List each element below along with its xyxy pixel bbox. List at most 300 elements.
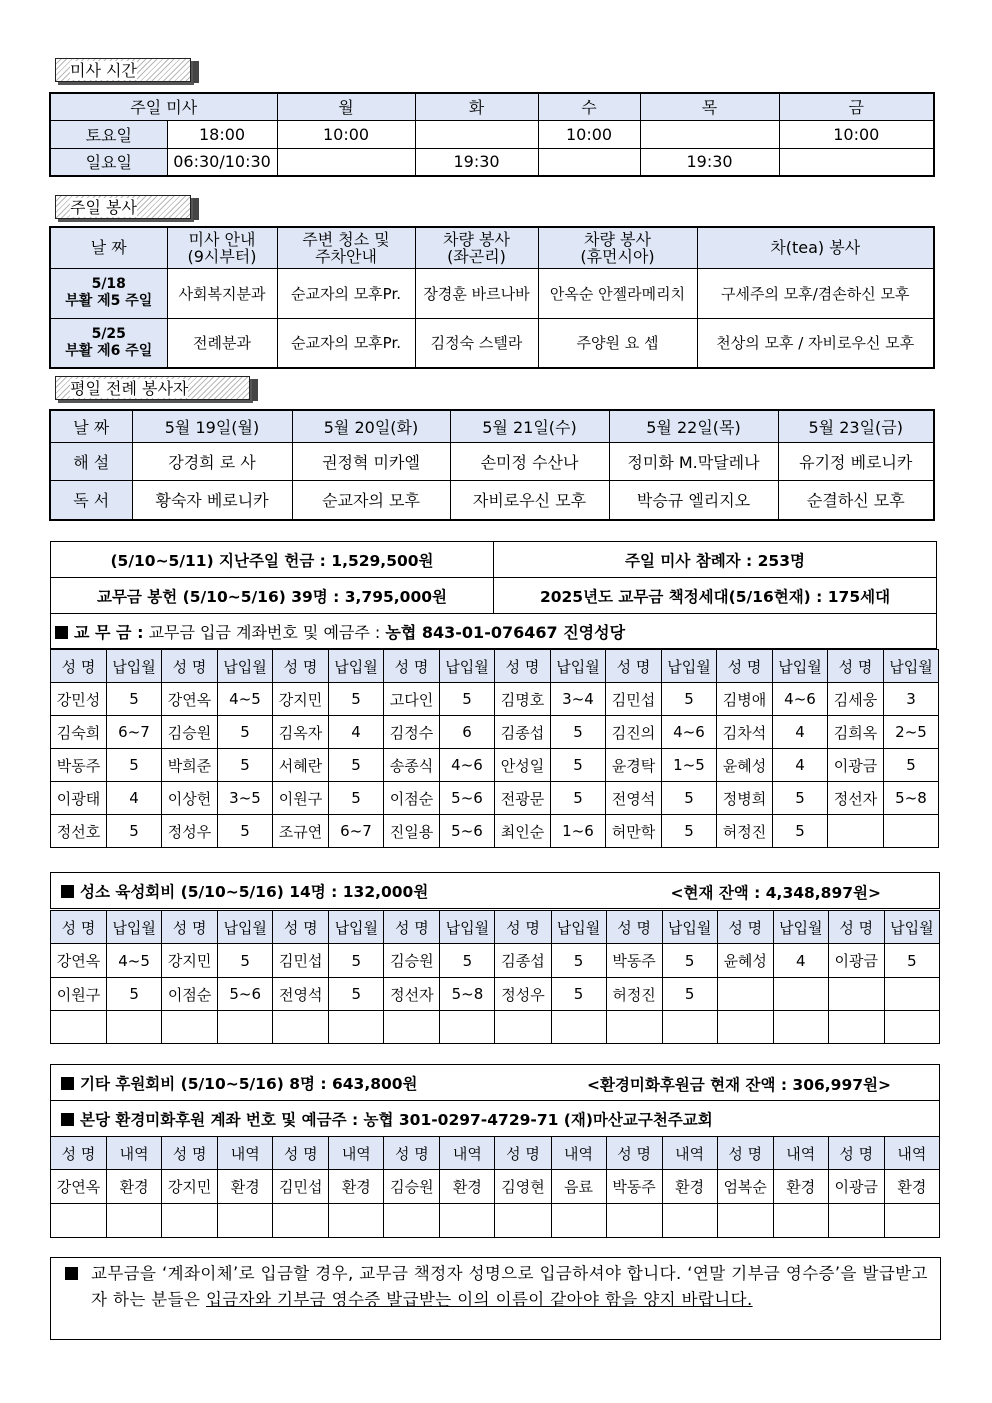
column-header-name: 성 명 (384, 650, 440, 683)
liturgy-header-day: 5월 20일(화) (292, 410, 450, 442)
column-header-value: 납입월 (884, 650, 939, 683)
liturgy-cell: 황숙자 베로니카 (132, 480, 292, 520)
member-name: 박동주 (606, 944, 662, 978)
column-header-name: 성 명 (717, 650, 773, 683)
member-value (773, 1011, 828, 1044)
member-name: 정선호 (51, 815, 107, 848)
liturgy-cell: 자비로우신 모후 (450, 480, 609, 520)
support-grid (50, 1136, 940, 1238)
member-value (440, 1204, 495, 1238)
member-name: 윤혜성 (717, 944, 773, 978)
member-value: 5 (551, 782, 606, 815)
column-header-value: 납입월 (218, 911, 273, 944)
member-name: 김민섭 (273, 1170, 329, 1204)
mass-cell: 10:00 (538, 120, 640, 148)
mass-header-fri: 금 (779, 93, 934, 120)
member-value: 4 (773, 716, 828, 749)
column-header-name: 성 명 (51, 1137, 107, 1170)
member-value (107, 1011, 162, 1044)
member-name: 김영현 (495, 1170, 551, 1204)
member-name: 김병애 (717, 683, 773, 716)
member-value: 5 (773, 782, 828, 815)
column-header-value: 납입월 (329, 911, 384, 944)
column-header-value: 납입월 (107, 911, 162, 944)
column-header-value: 내역 (773, 1137, 828, 1170)
member-value: 5 (107, 978, 162, 1011)
column-header-value: 납입월 (440, 911, 495, 944)
member-name: 이원구 (51, 978, 107, 1011)
column-header-name: 성 명 (717, 1137, 773, 1170)
member-value: 5 (329, 978, 384, 1011)
bullet-square-icon (61, 885, 74, 898)
member-value: 5 (329, 749, 384, 782)
member-value (218, 1011, 273, 1044)
member-name (717, 978, 773, 1011)
column-header-name: 성 명 (162, 1137, 218, 1170)
column-header-value: 내역 (107, 1137, 162, 1170)
column-header-value: 납입월 (773, 911, 828, 944)
member-value: 5 (218, 716, 273, 749)
member-name: 진일용 (384, 815, 440, 848)
dues-offering: 교무금 봉헌 (5/10~5/16) 39명 : 3,795,000원 (51, 578, 494, 614)
mass-header-mon: 월 (277, 93, 415, 120)
member-name: 전광문 (495, 782, 551, 815)
member-name (828, 978, 884, 1011)
member-value: 환경 (107, 1170, 162, 1204)
member-value: 5 (218, 749, 273, 782)
member-name (273, 1011, 329, 1044)
column-header-name: 성 명 (606, 650, 662, 683)
table-row (51, 683, 939, 716)
service-cell: 순교자의 모후Pr. (277, 268, 415, 318)
column-header-value: 내역 (329, 1137, 384, 1170)
column-header-value: 납입월 (773, 650, 828, 683)
member-name (162, 1204, 218, 1238)
mass-row-label: 일요일 (50, 148, 167, 176)
service-date: 5/25 부활 제6 주일 (50, 318, 167, 368)
member-name: 이광금 (828, 1170, 884, 1204)
member-name (495, 1204, 551, 1238)
member-value: 5 (662, 815, 717, 848)
seminary-header-table (50, 872, 940, 909)
mass-row-label: 토요일 (50, 120, 167, 148)
member-value (884, 978, 939, 1011)
member-value: 4~5 (107, 944, 162, 978)
member-value: 환경 (440, 1170, 495, 1204)
member-value: 5 (218, 944, 273, 978)
seminary-balance: <현재 잔액 : 4,348,897원> (670, 884, 881, 902)
liturgy-header-day: 5월 19일(월) (132, 410, 292, 442)
dues-households: 2025년도 교무금 책정세대(5/16현재) : 175세대 (494, 578, 937, 614)
member-value (662, 1011, 717, 1044)
member-value: 5 (107, 749, 162, 782)
member-name (717, 1204, 773, 1238)
bullet-square-icon (61, 1113, 74, 1126)
column-header-name: 성 명 (828, 911, 884, 944)
member-value: 5 (329, 782, 384, 815)
mass-header-thu: 목 (640, 93, 779, 120)
member-name: 허정진 (606, 978, 662, 1011)
member-name: 정성우 (495, 978, 551, 1011)
mass-header-sunday: 주일 미사 (50, 93, 277, 120)
service-cell: 안옥순 안젤라메리치 (538, 268, 697, 318)
liturgy-cell: 강경희 로 사 (132, 442, 292, 480)
member-name: 이상헌 (162, 782, 218, 815)
bullet-square-icon (55, 626, 68, 639)
service-header-tea: 차(tea) 봉사 (697, 227, 934, 268)
mass-header-wed: 수 (538, 93, 640, 120)
column-header-name: 성 명 (273, 1137, 329, 1170)
member-value: 3~5 (218, 782, 273, 815)
member-name: 김차석 (717, 716, 773, 749)
member-value (551, 1204, 606, 1238)
mass-cell (415, 120, 538, 148)
member-value: 4 (773, 944, 828, 978)
service-header-cleaning: 주변 청소 및 주차안내 (277, 227, 415, 268)
column-header-name: 성 명 (606, 911, 662, 944)
column-header-name: 성 명 (717, 911, 773, 944)
table-row (51, 716, 939, 749)
mass-cell: 10:00 (779, 120, 934, 148)
column-header-name: 성 명 (828, 650, 884, 683)
weekday-liturgy-title: 평일 전례 봉사자 (55, 376, 250, 400)
column-header-name: 성 명 (495, 650, 551, 683)
member-name: 강지민 (162, 944, 218, 978)
member-name: 허만학 (606, 815, 662, 848)
column-header-value: 내역 (218, 1137, 273, 1170)
member-name: 김희옥 (828, 716, 884, 749)
member-name: 전영석 (273, 978, 329, 1011)
other-support-header: 기타 후원회비 (5/10~5/16) 8명 : 643,800원 <환경미화후원금 현재 잔액 : 306,997원> (51, 1065, 940, 1101)
column-header-value: 내역 (884, 1137, 939, 1170)
member-name: 이광금 (828, 749, 884, 782)
column-header-value: 납입월 (440, 650, 495, 683)
table-row (51, 749, 939, 782)
member-name: 김민섭 (273, 944, 329, 978)
service-header-car-1: 차량 봉사 (좌곤리) (415, 227, 538, 268)
member-name: 서혜란 (273, 749, 329, 782)
member-value (329, 1011, 384, 1044)
service-cell: 천상의 모후 / 자비로우신 모후 (697, 318, 934, 368)
column-header-name: 성 명 (273, 911, 329, 944)
table-row (51, 1011, 940, 1044)
column-header-value: 내역 (440, 1137, 495, 1170)
member-value: 음료 (551, 1170, 606, 1204)
member-name: 김승원 (384, 1170, 440, 1204)
member-value (773, 978, 828, 1011)
member-name: 박동주 (606, 1170, 662, 1204)
member-value: 환경 (329, 1170, 384, 1204)
mass-cell: 18:00 (167, 120, 277, 148)
member-value: 6~7 (329, 815, 384, 848)
column-header-name: 성 명 (495, 1137, 551, 1170)
service-header-date: 날 짜 (50, 227, 167, 268)
member-value (884, 815, 939, 848)
liturgy-cell: 박승규 엘리지오 (609, 480, 778, 520)
column-header-name: 성 명 (273, 650, 329, 683)
seminary-grid (50, 910, 940, 1044)
member-value (329, 1204, 384, 1238)
liturgy-row-label: 독 서 (50, 480, 132, 520)
member-name: 이점순 (162, 978, 218, 1011)
member-value: 4~6 (773, 683, 828, 716)
seminary-header: 성소 육성회비 (5/10~5/16) 14명 : 132,000원 <현재 잔액 : 4,348,897원> (51, 873, 940, 909)
member-name: 정성우 (162, 815, 218, 848)
member-name: 김숙희 (51, 716, 107, 749)
mass-cell: 06:30/10:30 (167, 148, 277, 176)
member-name: 전영석 (606, 782, 662, 815)
column-header-name: 성 명 (51, 650, 107, 683)
member-value: 5 (440, 683, 495, 716)
liturgy-header-day: 5월 21일(수) (450, 410, 609, 442)
member-value: 환경 (218, 1170, 273, 1204)
sunday-service-table (49, 226, 935, 369)
member-name: 이광금 (828, 944, 884, 978)
mass-cell: 10:00 (277, 120, 415, 148)
member-name (717, 1011, 773, 1044)
member-value: 5 (218, 815, 273, 848)
liturgy-header-day: 5월 23일(금) (778, 410, 934, 442)
table-row (51, 978, 940, 1011)
last-week-offering: (5/10~5/11) 지난주일 헌금 : 1,529,500원 (51, 542, 494, 578)
member-name: 김명호 (495, 683, 551, 716)
member-value: 5 (551, 716, 606, 749)
column-header-value: 납입월 (218, 650, 273, 683)
service-cell: 전례분과 (167, 318, 277, 368)
member-name (162, 1011, 218, 1044)
mass-cell: 19:30 (415, 148, 538, 176)
member-name: 이원구 (273, 782, 329, 815)
member-name (51, 1011, 107, 1044)
member-value: 3 (884, 683, 939, 716)
column-header-name: 성 명 (384, 911, 440, 944)
member-value: 4 (773, 749, 828, 782)
member-value: 1~5 (662, 749, 717, 782)
service-header-car-2: 차량 봉사 (휴먼시아) (538, 227, 697, 268)
column-header-value: 납입월 (329, 650, 384, 683)
liturgy-cell: 손미정 수산나 (450, 442, 609, 480)
member-name: 안성일 (495, 749, 551, 782)
liturgy-header-date: 날 짜 (50, 410, 132, 442)
member-name: 정병희 (717, 782, 773, 815)
column-header-value: 납입월 (551, 650, 606, 683)
member-value: 5 (662, 978, 717, 1011)
member-value (551, 1011, 606, 1044)
member-value: 5 (329, 944, 384, 978)
member-name: 강지민 (273, 683, 329, 716)
member-name (606, 1204, 662, 1238)
member-name: 윤혜성 (717, 749, 773, 782)
member-name: 윤경탁 (606, 749, 662, 782)
sunday-service-title: 주일 봉사 (55, 195, 191, 219)
member-name: 김진의 (606, 716, 662, 749)
member-value: 5 (107, 683, 162, 716)
table-row (51, 944, 940, 978)
member-name: 허정진 (717, 815, 773, 848)
member-name: 최인순 (495, 815, 551, 848)
member-name: 정선자 (828, 782, 884, 815)
member-value: 1~6 (551, 815, 606, 848)
member-value: 5 (662, 683, 717, 716)
liturgy-cell: 정미화 M.막달레나 (609, 442, 778, 480)
member-name (384, 1204, 440, 1238)
member-value (884, 1204, 939, 1238)
service-header-mass-guide: 미사 안내 (9시부터) (167, 227, 277, 268)
mass-cell (640, 120, 779, 148)
column-header-name: 성 명 (495, 911, 551, 944)
sunday-attendance: 주일 미사 참례자 : 253명 (494, 542, 937, 578)
member-value: 6~7 (107, 716, 162, 749)
member-name: 김종섭 (495, 716, 551, 749)
environment-account-row: 본당 환경미화후원 계좌 번호 및 예금주 : 농협 301-0297-4729-71 (재)마산교구천주교회 (51, 1101, 940, 1137)
column-header-value: 납입월 (107, 650, 162, 683)
liturgy-row-label: 해 설 (50, 442, 132, 480)
member-name: 박동주 (51, 749, 107, 782)
member-value: 5 (440, 944, 495, 978)
member-value: 4~5 (218, 683, 273, 716)
member-name: 김정수 (384, 716, 440, 749)
bullet-square-icon (61, 1077, 74, 1090)
notice-underlined-text: 입금자와 기부금 영수증 발급받는 이의 이름이 같아야 함을 양지 바랍니다. (205, 1290, 753, 1309)
member-value: 5 (551, 978, 606, 1011)
member-value (773, 1204, 828, 1238)
liturgy-cell: 순교자의 모후 (292, 480, 450, 520)
member-value: 5 (662, 782, 717, 815)
member-value: 4~6 (440, 749, 495, 782)
member-name: 이점순 (384, 782, 440, 815)
mass-time-title: 미사 시간 (55, 58, 191, 82)
member-name: 엄복순 (717, 1170, 773, 1204)
member-value: 5 (662, 944, 717, 978)
member-value: 4~6 (662, 716, 717, 749)
member-value: 5 (551, 944, 606, 978)
bullet-square-icon (65, 1267, 78, 1280)
member-name: 송종식 (384, 749, 440, 782)
notice-text: 교무금을 ‘계좌이체’로 입금할 경우, 교무금 책정자 성명으로 입금하셔야 합니다. ‘연말 기부금 영수증’을 발급받고자 하는 분들은 (91, 1264, 928, 1309)
member-name: 강민성 (51, 683, 107, 716)
member-value (662, 1204, 717, 1238)
liturgy-cell: 유기정 베로니카 (778, 442, 934, 480)
dues-grid (50, 649, 939, 848)
notice-box (50, 1257, 941, 1340)
member-name: 강지민 (162, 1170, 218, 1204)
member-name: 김옥자 (273, 716, 329, 749)
member-value: 5 (329, 683, 384, 716)
service-cell: 사회복지분과 (167, 268, 277, 318)
offering-summary-table (50, 541, 937, 649)
liturgy-cell: 권정혁 미카엘 (292, 442, 450, 480)
member-name (273, 1204, 329, 1238)
member-name (495, 1011, 551, 1044)
member-value: 환경 (884, 1170, 939, 1204)
member-value: 5~6 (218, 978, 273, 1011)
member-value: 환경 (773, 1170, 828, 1204)
column-header-name: 성 명 (384, 1137, 440, 1170)
member-value: 5 (773, 815, 828, 848)
mass-cell (538, 148, 640, 176)
member-name (384, 1011, 440, 1044)
member-name (828, 1011, 884, 1044)
member-name: 김세웅 (828, 683, 884, 716)
table-row (51, 782, 939, 815)
member-name: 강연옥 (162, 683, 218, 716)
member-value: 환경 (662, 1170, 717, 1204)
member-name (51, 1204, 107, 1238)
member-value: 5 (884, 944, 939, 978)
member-value: 5 (884, 749, 939, 782)
member-name: 김승원 (384, 944, 440, 978)
member-value (884, 1011, 939, 1044)
dues-account-row: 교 무 금 : 교무금 입금 계좌번호 및 예금주 : 농협 843-01-076467 진영성당 (51, 614, 937, 649)
table-row (51, 1170, 940, 1204)
member-name: 김승원 (162, 716, 218, 749)
member-value: 5~8 (884, 782, 939, 815)
member-name (828, 1204, 884, 1238)
member-name: 박희준 (162, 749, 218, 782)
weekday-liturgy-table (49, 409, 935, 521)
column-header-value: 내역 (662, 1137, 717, 1170)
member-name: 정선자 (384, 978, 440, 1011)
column-header-value: 내역 (551, 1137, 606, 1170)
column-header-name: 성 명 (828, 1137, 884, 1170)
mass-cell (277, 148, 415, 176)
service-cell: 장경훈 바르나바 (415, 268, 538, 318)
member-value: 2~5 (884, 716, 939, 749)
service-cell: 구세주의 모후/겸손하신 모후 (697, 268, 934, 318)
column-header-name: 성 명 (162, 650, 218, 683)
liturgy-cell: 순결하신 모후 (778, 480, 934, 520)
column-header-name: 성 명 (162, 911, 218, 944)
other-support-header-table (50, 1064, 940, 1137)
member-name: 김민섭 (606, 683, 662, 716)
member-name: 김종섭 (495, 944, 551, 978)
column-header-value: 납입월 (551, 911, 606, 944)
liturgy-header-day: 5월 22일(목) (609, 410, 778, 442)
member-name: 강연옥 (51, 944, 107, 978)
member-name (828, 815, 884, 848)
mass-cell: 19:30 (640, 148, 779, 176)
member-value: 5~6 (440, 815, 495, 848)
service-cell: 주양원 요 셉 (538, 318, 697, 368)
table-row (51, 815, 939, 848)
member-value: 5 (107, 815, 162, 848)
member-value: 5~6 (440, 782, 495, 815)
service-cell: 순교자의 모후Pr. (277, 318, 415, 368)
member-name: 이광태 (51, 782, 107, 815)
other-support-balance: <환경미화후원금 현재 잔액 : 306,997원> (586, 1076, 891, 1094)
member-value: 6 (440, 716, 495, 749)
mass-cell (779, 148, 934, 176)
member-value: 5 (551, 749, 606, 782)
member-value: 5~8 (440, 978, 495, 1011)
column-header-value: 납입월 (884, 911, 939, 944)
column-header-name: 성 명 (606, 1137, 662, 1170)
member-value: 4 (107, 782, 162, 815)
column-header-name: 성 명 (51, 911, 107, 944)
member-name: 강연옥 (51, 1170, 107, 1204)
member-name: 고다인 (384, 683, 440, 716)
member-name: 조규연 (273, 815, 329, 848)
member-name (606, 1011, 662, 1044)
member-value (440, 1011, 495, 1044)
mass-time-table (49, 92, 935, 177)
member-value (218, 1204, 273, 1238)
member-value: 4 (329, 716, 384, 749)
member-value (107, 1204, 162, 1238)
service-cell: 김정숙 스텔라 (415, 318, 538, 368)
column-header-value: 납입월 (662, 911, 717, 944)
service-date: 5/18 부활 제5 주일 (50, 268, 167, 318)
